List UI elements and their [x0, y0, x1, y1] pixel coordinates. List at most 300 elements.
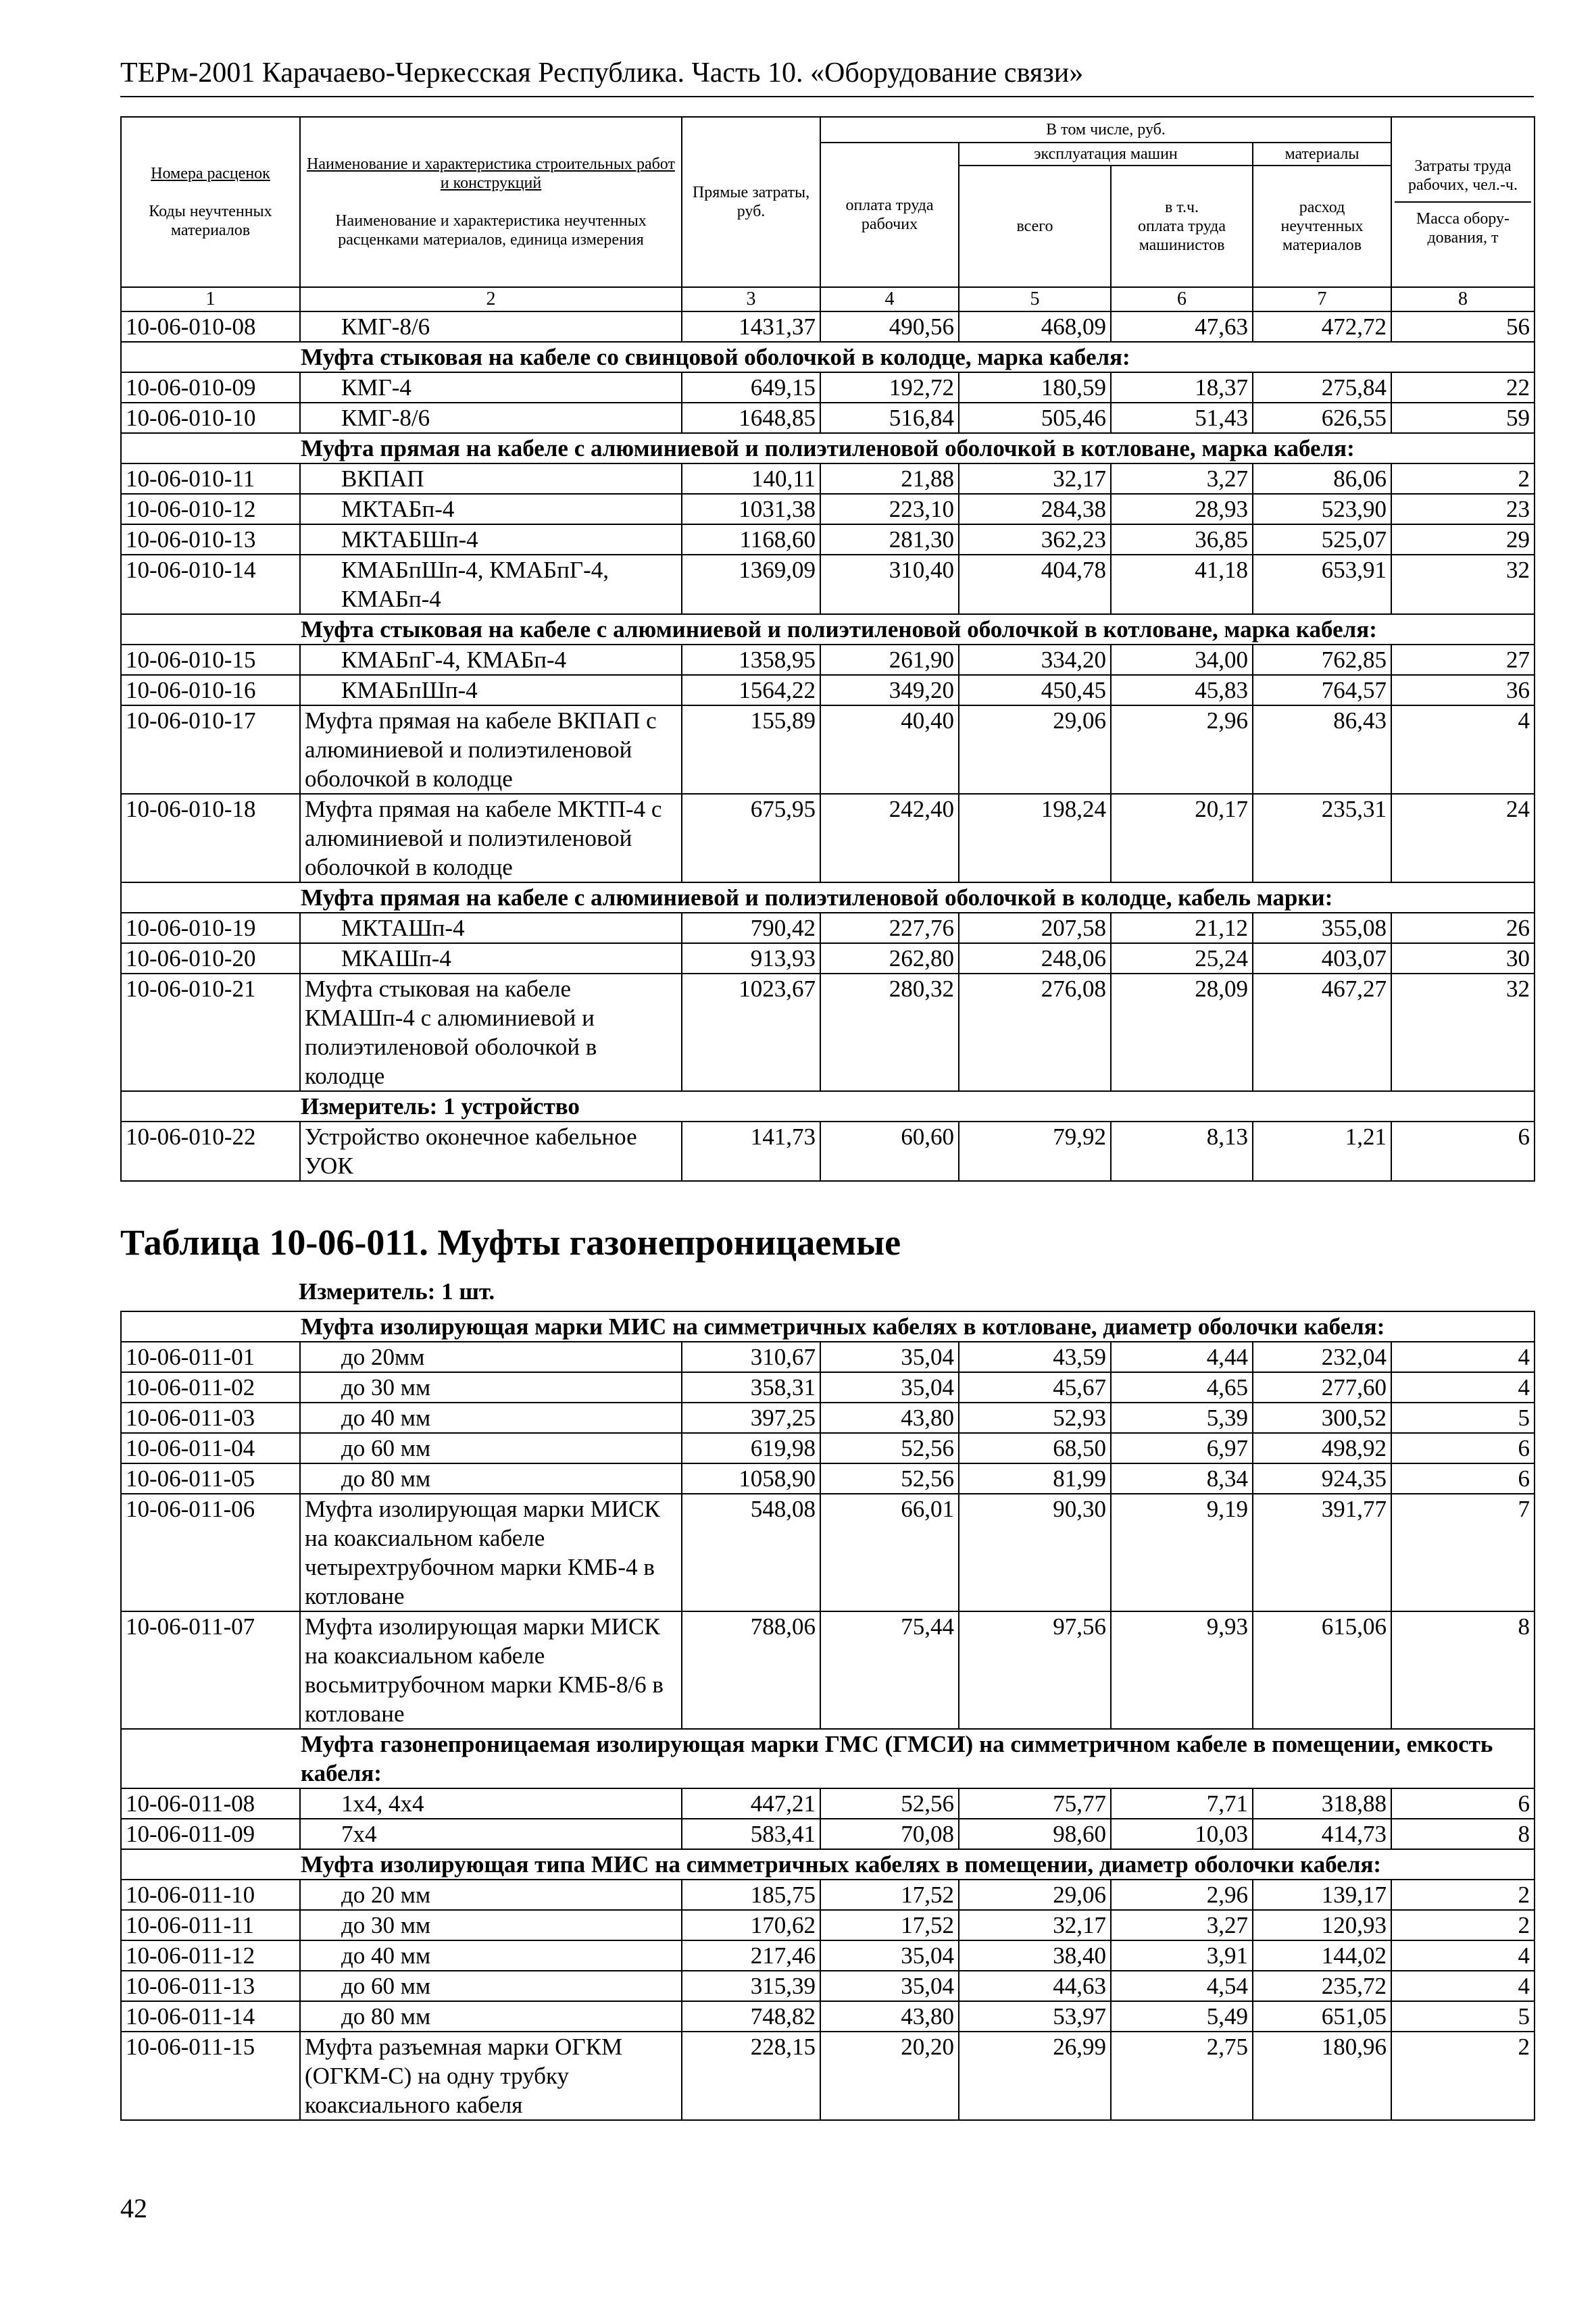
table-row — [121, 1433, 1535, 1463]
labor-hours: 24 — [1391, 794, 1535, 882]
machines-total: 207,58 — [959, 913, 1111, 943]
rate-name: МКТАБп-4 — [300, 494, 682, 524]
direct-costs: 1431,37 — [682, 311, 820, 342]
machines-total: 98,60 — [959, 1819, 1111, 1849]
section-heading-row — [121, 614, 1535, 645]
machinist-wages: 10,03 — [1111, 1819, 1253, 1849]
labor-hours: 56 — [1391, 311, 1535, 342]
direct-costs: 1369,09 — [682, 555, 820, 614]
table-row — [121, 1494, 1535, 1611]
section-heading: Муфта прямая на кабеле с алюминиевой и полиэтиленовой оболочкой в котловане, марка кабеля: — [121, 433, 1535, 463]
labor-wages: 35,04 — [820, 1372, 959, 1403]
labor-hours: 29 — [1391, 524, 1535, 555]
machines-total: 248,06 — [959, 943, 1111, 974]
direct-costs: 1358,95 — [682, 645, 820, 675]
table-title-011: Таблица 10-06-011. Муфты газонепроницаемые — [120, 1222, 901, 1263]
col4-header: оплата труда рабочих — [820, 143, 959, 287]
section-heading-row — [121, 342, 1535, 372]
direct-costs: 913,93 — [682, 943, 820, 974]
labor-wages: 52,56 — [820, 1788, 959, 1819]
labor-hours: 2 — [1391, 463, 1535, 494]
section-heading: Муфта газонепроницаемая изолирующая марки ГМС (ГМСИ) на симметричном кабеле в помещении, емкость кабеля: — [121, 1729, 1535, 1788]
rate-name: 1х4, 4х4 — [300, 1788, 682, 1819]
labor-wages: 242,40 — [820, 794, 959, 882]
col3-header: Прямые затраты, руб. — [682, 117, 820, 287]
direct-costs: 170,62 — [682, 1910, 820, 1940]
labor-wages: 310,40 — [820, 555, 959, 614]
machinist-wages: 9,19 — [1111, 1494, 1253, 1611]
materials-cost: 232,04 — [1253, 1342, 1391, 1372]
rate-code: 10-06-010-13 — [121, 524, 300, 555]
rate-name: до 20 мм — [300, 1880, 682, 1910]
labor-hours: 23 — [1391, 494, 1535, 524]
labor-hours: 27 — [1391, 645, 1535, 675]
direct-costs: 649,15 — [682, 372, 820, 403]
machines-total: 198,24 — [959, 794, 1111, 882]
rate-name: Муфта стыковая на кабеле КМАШп-4 с алюминиевой и полиэтиленовой оболочкой в колодце — [300, 974, 682, 1091]
section-heading-row — [121, 1849, 1535, 1880]
labor-wages: 349,20 — [820, 675, 959, 705]
rate-name: до 30 мм — [300, 1372, 682, 1403]
labor-wages: 281,30 — [820, 524, 959, 555]
labor-hours: 6 — [1391, 1433, 1535, 1463]
rate-code: 10-06-010-08 — [121, 311, 300, 342]
labor-hours: 4 — [1391, 1971, 1535, 2001]
materials-cost: 300,52 — [1253, 1403, 1391, 1433]
labor-hours: 4 — [1391, 1342, 1535, 1372]
table-body-011 — [121, 1311, 1535, 2120]
rate-code: 10-06-011-11 — [121, 1910, 300, 1940]
direct-costs: 1648,85 — [682, 403, 820, 433]
machines-total: 43,59 — [959, 1342, 1111, 1372]
labor-wages: 66,01 — [820, 1494, 959, 1611]
machines-total: 81,99 — [959, 1463, 1111, 1494]
materials-cost: 764,57 — [1253, 675, 1391, 705]
materials-cost: 355,08 — [1253, 913, 1391, 943]
col2-header: Наименование и характеристика строительных работ и конструкций Наименование и характеристика неучтенных расценками материалов, единица измерения — [300, 117, 682, 287]
labor-hours: 6 — [1391, 1122, 1535, 1181]
materials-cost: 86,06 — [1253, 463, 1391, 494]
table-row — [121, 1819, 1535, 1849]
machinist-wages: 51,43 — [1111, 403, 1253, 433]
machines-total: 450,45 — [959, 675, 1111, 705]
section-heading: Муфта стыковая на кабеле с алюминиевой и полиэтиленовой оболочкой в котловане, марка кабеля: — [121, 614, 1535, 645]
table-row — [121, 794, 1535, 882]
col-number-8: 8 — [1391, 287, 1535, 311]
machines-total: 45,67 — [959, 1372, 1111, 1403]
labor-hours: 4 — [1391, 1372, 1535, 1403]
section-heading: Муфта прямая на кабеле с алюминиевой и полиэтиленовой оболочкой в колодце, кабель марки: — [121, 882, 1535, 913]
rate-code: 10-06-011-03 — [121, 1403, 300, 1433]
machinist-wages: 3,27 — [1111, 1910, 1253, 1940]
labor-wages: 17,52 — [820, 1880, 959, 1910]
labor-wages: 75,44 — [820, 1611, 959, 1729]
rate-code: 10-06-010-09 — [121, 372, 300, 403]
col-number-1: 1 — [121, 287, 300, 311]
direct-costs: 1031,38 — [682, 494, 820, 524]
labor-hours: 26 — [1391, 913, 1535, 943]
materials-cost: 403,07 — [1253, 943, 1391, 974]
machines-header: эксплуатация машин — [959, 143, 1253, 166]
table-row — [121, 1940, 1535, 1971]
table-row — [121, 2001, 1535, 2032]
rate-name: КМАБпШп-4 — [300, 675, 682, 705]
rate-name: КМГ-8/6 — [300, 403, 682, 433]
labor-wages: 490,56 — [820, 311, 959, 342]
labor-hours: 22 — [1391, 372, 1535, 403]
labor-wages: 227,76 — [820, 913, 959, 943]
labor-wages: 60,60 — [820, 1122, 959, 1181]
labor-wages: 52,56 — [820, 1463, 959, 1494]
machines-total: 52,93 — [959, 1403, 1111, 1433]
page-number: 42 — [120, 2193, 147, 2223]
direct-costs: 141,73 — [682, 1122, 820, 1181]
machines-total: 180,59 — [959, 372, 1111, 403]
table-row — [121, 1788, 1535, 1819]
machinist-wages: 41,18 — [1111, 555, 1253, 614]
section-heading-row — [121, 433, 1535, 463]
table-row — [121, 675, 1535, 705]
rate-code: 10-06-010-17 — [121, 705, 300, 794]
machines-total: 79,92 — [959, 1122, 1111, 1181]
machines-total: 75,77 — [959, 1788, 1111, 1819]
table-row — [121, 1122, 1535, 1181]
materials-cost: 498,92 — [1253, 1433, 1391, 1463]
machines-total: 90,30 — [959, 1494, 1111, 1611]
col-number-6: 6 — [1111, 287, 1253, 311]
machinist-wages: 25,24 — [1111, 943, 1253, 974]
machinist-wages: 4,44 — [1111, 1342, 1253, 1372]
direct-costs: 310,67 — [682, 1342, 820, 1372]
direct-costs: 185,75 — [682, 1880, 820, 1910]
materials-cost: 414,73 — [1253, 1819, 1391, 1849]
materials-cost: 139,17 — [1253, 1880, 1391, 1910]
materials-cost: 653,91 — [1253, 555, 1391, 614]
direct-costs: 675,95 — [682, 794, 820, 882]
direct-costs: 217,46 — [682, 1940, 820, 1971]
machines-total: 29,06 — [959, 1880, 1111, 1910]
labor-wages: 35,04 — [820, 1971, 959, 2001]
direct-costs: 315,39 — [682, 1971, 820, 2001]
col-number-7: 7 — [1253, 287, 1391, 311]
rate-code: 10-06-010-18 — [121, 794, 300, 882]
section-heading: Муфта изолирующая типа МИС на симметричных кабелях в помещении, диаметр оболочки кабеля: — [121, 1849, 1535, 1880]
rate-name: МКАШп-4 — [300, 943, 682, 974]
labor-wages: 261,90 — [820, 645, 959, 675]
col8-header: Затраты труда рабочих, чел.-ч. Масса обору-дования, т — [1391, 117, 1535, 287]
labor-hours: 32 — [1391, 974, 1535, 1091]
machinist-wages: 9,93 — [1111, 1611, 1253, 1729]
section-heading-row — [121, 1729, 1535, 1788]
materials-header: материалы — [1253, 143, 1391, 166]
rate-code: 10-06-010-10 — [121, 403, 300, 433]
table-row — [121, 555, 1535, 614]
rate-code: 10-06-011-05 — [121, 1463, 300, 1494]
rate-code: 10-06-011-08 — [121, 1788, 300, 1819]
labor-wages: 70,08 — [820, 1819, 959, 1849]
rate-name: Муфта изолирующая марки МИСК на коаксиальном кабеле восьмитрубочном марки КМБ-8/6 в котловане — [300, 1611, 682, 1729]
rate-name: Муфта прямая на кабеле МКТП-4 с алюминиевой и полиэтиленовой оболочкой в колодце — [300, 794, 682, 882]
materials-cost: 472,72 — [1253, 311, 1391, 342]
materials-cost: 120,93 — [1253, 1910, 1391, 1940]
machines-total: 29,06 — [959, 705, 1111, 794]
table-row — [121, 1971, 1535, 2001]
rate-name: до 20мм — [300, 1342, 682, 1372]
materials-cost: 277,60 — [1253, 1372, 1391, 1403]
measure-label: Измеритель: 1 шт. — [299, 1278, 495, 1305]
rate-code: 10-06-010-20 — [121, 943, 300, 974]
table-row — [121, 1342, 1535, 1372]
table-row — [121, 913, 1535, 943]
machines-total: 468,09 — [959, 311, 1111, 342]
materials-cost: 144,02 — [1253, 1940, 1391, 1971]
table-row — [121, 403, 1535, 433]
rate-name: до 60 мм — [300, 1433, 682, 1463]
labor-hours: 30 — [1391, 943, 1535, 974]
labor-hours: 59 — [1391, 403, 1535, 433]
rate-code: 10-06-011-09 — [121, 1819, 300, 1849]
direct-costs: 619,98 — [682, 1433, 820, 1463]
machines-total: 26,99 — [959, 2032, 1111, 2120]
machinist-wages: 2,96 — [1111, 1880, 1253, 1910]
rate-name: ВКПАП — [300, 463, 682, 494]
machinist-wages: 18,37 — [1111, 372, 1253, 403]
rate-code: 10-06-010-15 — [121, 645, 300, 675]
rate-code: 10-06-011-10 — [121, 1880, 300, 1910]
labor-hours: 2 — [1391, 2032, 1535, 2120]
labor-hours: 4 — [1391, 1940, 1535, 1971]
rate-name: КМАБпГ-4, КМАБп-4 — [300, 645, 682, 675]
machines-total: 32,17 — [959, 463, 1111, 494]
machines-total: 53,97 — [959, 2001, 1111, 2032]
machines-total: 276,08 — [959, 974, 1111, 1091]
machines-total: 44,63 — [959, 1971, 1111, 2001]
labor-hours: 6 — [1391, 1463, 1535, 1494]
section-heading: Муфта изолирующая марки МИС на симметричных кабелях в котловане, диаметр оболочки кабеля: — [121, 1311, 1535, 1342]
direct-costs: 1058,90 — [682, 1463, 820, 1494]
col-number-5: 5 — [959, 287, 1111, 311]
materials-cost: 235,72 — [1253, 1971, 1391, 2001]
rate-code: 10-06-011-15 — [121, 2032, 300, 2120]
direct-costs: 447,21 — [682, 1788, 820, 1819]
machinist-wages: 5,39 — [1111, 1403, 1253, 1433]
rate-code: 10-06-010-11 — [121, 463, 300, 494]
labor-wages: 280,32 — [820, 974, 959, 1091]
table-row — [121, 974, 1535, 1091]
direct-costs: 1023,67 — [682, 974, 820, 1091]
labor-hours: 8 — [1391, 1819, 1535, 1849]
labor-hours: 5 — [1391, 2001, 1535, 2032]
machinist-wages: 8,34 — [1111, 1463, 1253, 1494]
direct-costs: 155,89 — [682, 705, 820, 794]
rate-name: 7х4 — [300, 1819, 682, 1849]
col7-header: расход неучтенных материалов — [1253, 166, 1391, 287]
machinist-wages: 6,97 — [1111, 1433, 1253, 1463]
rate-code: 10-06-010-14 — [121, 555, 300, 614]
table-row — [121, 1463, 1535, 1494]
materials-cost: 467,27 — [1253, 974, 1391, 1091]
machinist-wages: 4,65 — [1111, 1372, 1253, 1403]
group-header: В том числе, руб. — [820, 117, 1391, 143]
direct-costs: 397,25 — [682, 1403, 820, 1433]
rate-name: до 60 мм — [300, 1971, 682, 2001]
labor-wages: 52,56 — [820, 1433, 959, 1463]
rate-name: КМГ-4 — [300, 372, 682, 403]
table-row — [121, 372, 1535, 403]
machines-total: 38,40 — [959, 1940, 1111, 1971]
materials-cost: 651,05 — [1253, 2001, 1391, 2032]
table-row — [121, 705, 1535, 794]
rate-name: МКТАБШп-4 — [300, 524, 682, 555]
direct-costs: 788,06 — [682, 1611, 820, 1729]
machinist-wages: 47,63 — [1111, 311, 1253, 342]
machines-total: 505,46 — [959, 403, 1111, 433]
machinist-wages: 21,12 — [1111, 913, 1253, 943]
page-header: ТЕРм-2001 Карачаево-Черкесская Республика. Часть 10. «Оборудование связи» — [120, 55, 1534, 97]
direct-costs: 1168,60 — [682, 524, 820, 555]
direct-costs: 790,42 — [682, 913, 820, 943]
col1-header: Номера расценок Коды неучтенных материалов — [121, 117, 300, 287]
materials-cost: 626,55 — [1253, 403, 1391, 433]
machinist-wages: 28,09 — [1111, 974, 1253, 1091]
table-row — [121, 463, 1535, 494]
rate-name: до 40 мм — [300, 1403, 682, 1433]
table-row — [121, 524, 1535, 555]
materials-cost: 275,84 — [1253, 372, 1391, 403]
direct-costs: 583,41 — [682, 1819, 820, 1849]
machines-total: 404,78 — [959, 555, 1111, 614]
rate-code: 10-06-011-06 — [121, 1494, 300, 1611]
labor-hours: 7 — [1391, 1494, 1535, 1611]
rate-name: до 40 мм — [300, 1940, 682, 1971]
rate-code: 10-06-011-07 — [121, 1611, 300, 1729]
rate-name: до 80 мм — [300, 2001, 682, 2032]
machines-total: 32,17 — [959, 1910, 1111, 1940]
table-row — [121, 1910, 1535, 1940]
machines-total: 284,38 — [959, 494, 1111, 524]
direct-costs: 358,31 — [682, 1372, 820, 1403]
direct-costs: 548,08 — [682, 1494, 820, 1611]
rates-table-011 — [120, 1311, 1535, 2121]
machinist-wages: 20,17 — [1111, 794, 1253, 882]
table-body-010 — [121, 311, 1535, 1181]
machinist-wages: 2,96 — [1111, 705, 1253, 794]
materials-cost: 235,31 — [1253, 794, 1391, 882]
labor-wages: 35,04 — [820, 1342, 959, 1372]
labor-wages: 43,80 — [820, 1403, 959, 1433]
rate-name: Муфта изолирующая марки МИСК на коаксиальном кабеле четырехтрубочном марки КМБ-4 в котловане — [300, 1494, 682, 1611]
rate-name: КМГ-8/6 — [300, 311, 682, 342]
direct-costs: 228,15 — [682, 2032, 820, 2120]
materials-cost: 1,21 — [1253, 1122, 1391, 1181]
rate-code: 10-06-010-21 — [121, 974, 300, 1091]
col5-header: всего — [959, 166, 1111, 287]
table-row — [121, 2032, 1535, 2120]
machines-total: 68,50 — [959, 1433, 1111, 1463]
machinist-wages: 2,75 — [1111, 2032, 1253, 2120]
labor-wages: 43,80 — [820, 2001, 959, 2032]
labor-wages: 223,10 — [820, 494, 959, 524]
section-heading-row — [121, 1311, 1535, 1342]
labor-wages: 20,20 — [820, 2032, 959, 2120]
labor-wages: 192,72 — [820, 372, 959, 403]
rate-name: Муфта разъемная марки ОГКМ (ОГКМ-С) на одну трубку коаксиального кабеля — [300, 2032, 682, 2120]
rate-code: 10-06-011-12 — [121, 1940, 300, 1971]
labor-hours: 5 — [1391, 1403, 1535, 1433]
machinist-wages: 4,54 — [1111, 1971, 1253, 2001]
col6-header: в т.ч. оплата труда машинистов — [1111, 166, 1253, 287]
rate-code: 10-06-011-02 — [121, 1372, 300, 1403]
rate-name: Муфта прямая на кабеле ВКПАП с алюминиевой и полиэтиленовой оболочкой в колодце — [300, 705, 682, 794]
rate-code: 10-06-010-19 — [121, 913, 300, 943]
materials-cost: 924,35 — [1253, 1463, 1391, 1494]
measure-row — [121, 1091, 1535, 1122]
labor-wages: 17,52 — [820, 1910, 959, 1940]
table-row — [121, 943, 1535, 974]
machinist-wages: 8,13 — [1111, 1122, 1253, 1181]
rate-name: до 80 мм — [300, 1463, 682, 1494]
machines-total: 97,56 — [959, 1611, 1111, 1729]
machines-total: 334,20 — [959, 645, 1111, 675]
rate-code: 10-06-010-22 — [121, 1122, 300, 1181]
machinist-wages: 7,71 — [1111, 1788, 1253, 1819]
materials-cost: 525,07 — [1253, 524, 1391, 555]
section-heading-row — [121, 882, 1535, 913]
labor-hours: 2 — [1391, 1910, 1535, 1940]
materials-cost: 615,06 — [1253, 1611, 1391, 1729]
labor-wages: 516,84 — [820, 403, 959, 433]
table-row — [121, 1403, 1535, 1433]
materials-cost: 86,43 — [1253, 705, 1391, 794]
rates-table-010 — [120, 116, 1535, 1182]
section-heading: Муфта стыковая на кабеле со свинцовой оболочкой в колодце, марка кабеля: — [121, 342, 1535, 372]
labor-wages: 21,88 — [820, 463, 959, 494]
labor-hours: 2 — [1391, 1880, 1535, 1910]
machinist-wages: 5,49 — [1111, 2001, 1253, 2032]
direct-costs: 140,11 — [682, 463, 820, 494]
table-row — [121, 1611, 1535, 1729]
direct-costs: 1564,22 — [682, 675, 820, 705]
materials-cost: 391,77 — [1253, 1494, 1391, 1611]
col-number-3: 3 — [682, 287, 820, 311]
col-number-4: 4 — [820, 287, 959, 311]
labor-hours: 4 — [1391, 705, 1535, 794]
table-row — [121, 311, 1535, 342]
rate-code: 10-06-011-14 — [121, 2001, 300, 2032]
materials-cost: 762,85 — [1253, 645, 1391, 675]
direct-costs: 748,82 — [682, 2001, 820, 2032]
labor-wages: 40,40 — [820, 705, 959, 794]
table-row — [121, 494, 1535, 524]
labor-hours: 36 — [1391, 675, 1535, 705]
machinist-wages: 3,91 — [1111, 1940, 1253, 1971]
rate-code: 10-06-010-12 — [121, 494, 300, 524]
rate-name: МКТАШп-4 — [300, 913, 682, 943]
rate-code: 10-06-011-13 — [121, 1971, 300, 2001]
materials-cost: 180,96 — [1253, 2032, 1391, 2120]
rate-name: Устройство оконечное кабельное УОК — [300, 1122, 682, 1181]
measure-text: Измеритель: 1 устройство — [121, 1091, 1535, 1122]
rate-code: 10-06-011-04 — [121, 1433, 300, 1463]
table-row — [121, 1880, 1535, 1910]
rate-name: до 30 мм — [300, 1910, 682, 1940]
labor-wages: 262,80 — [820, 943, 959, 974]
rate-code: 10-06-011-01 — [121, 1342, 300, 1372]
rate-name: КМАБпШп-4, КМАБпГ-4, КМАБп-4 — [300, 555, 682, 614]
table-row — [121, 1372, 1535, 1403]
labor-hours: 6 — [1391, 1788, 1535, 1819]
machinist-wages: 3,27 — [1111, 463, 1253, 494]
